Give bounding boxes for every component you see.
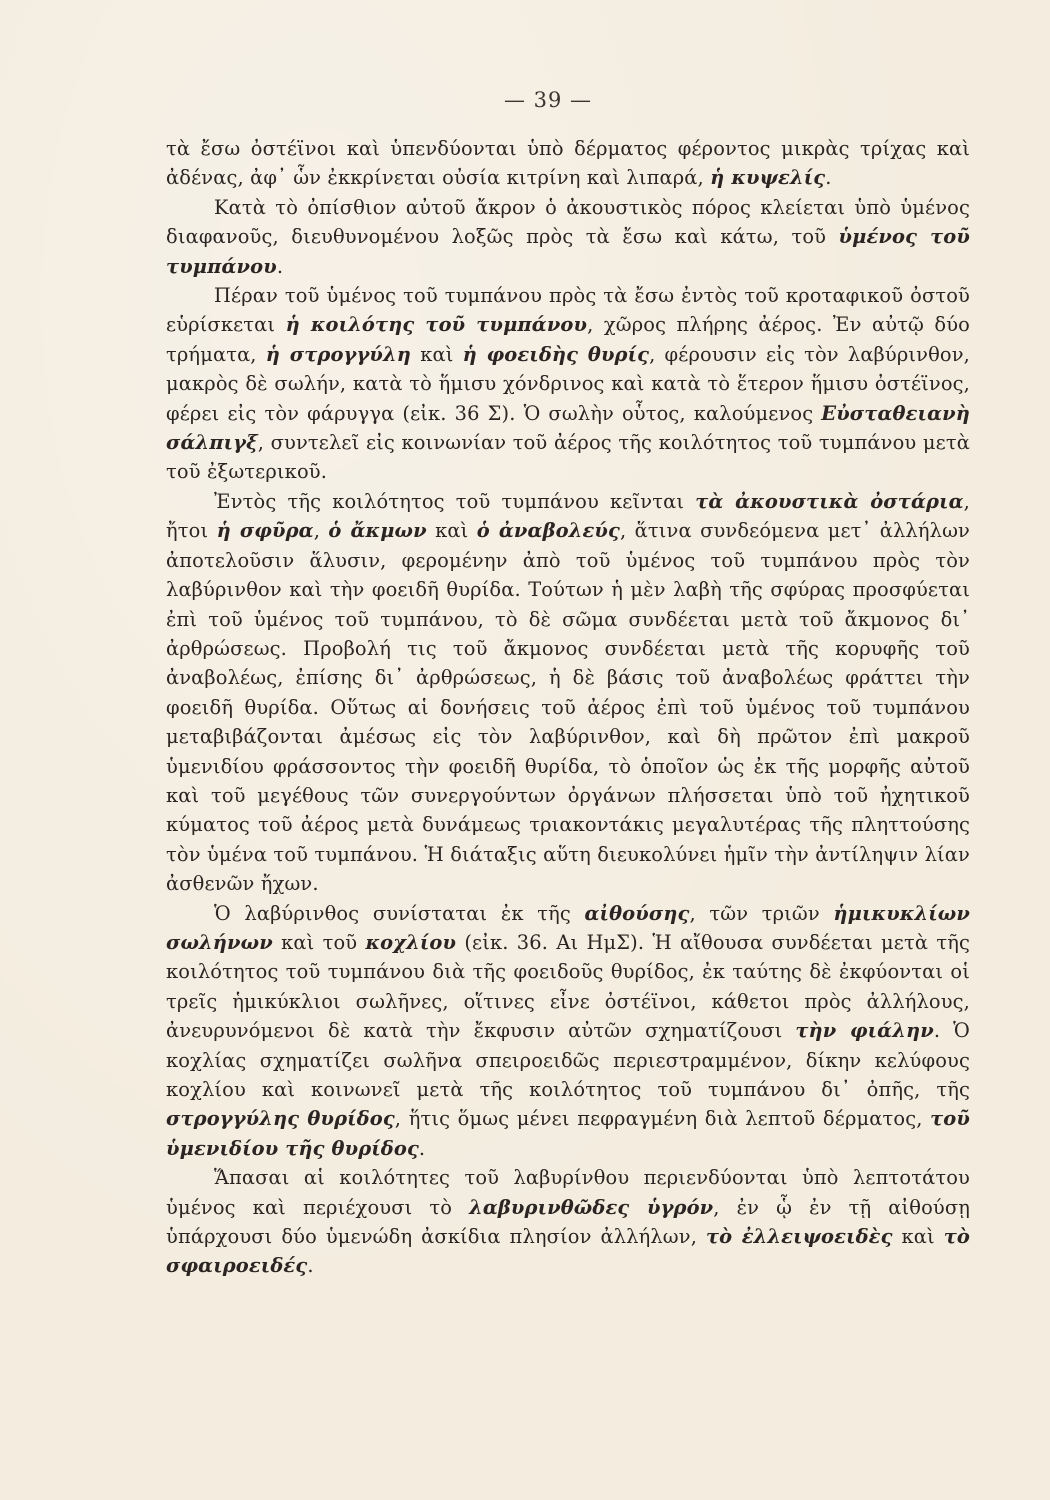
text-run: τὰ ἔσω ὀστέϊνοι καὶ ὑπενδύονται ὑπὸ δέρματος φέροντος μικρὰς τρίχας καὶ ἀδένας, ἀφ᾿ ὧν ἐκκρίνεται οὐσία κιτρίνη καὶ λιπαρά, [166,137,970,190]
paragraph [166,487,970,899]
emphasized-term: λαβυρινθῶδες ὑγρόν [469,1195,714,1219]
paragraph [166,281,970,487]
emphasized-term: στρογγύλης θυρίδος [166,1107,395,1131]
emphasized-term: ὁ ἀναβολεύς [476,519,620,543]
text-run: Πέραν τοῦ ὑμένος τοῦ τυμπάνου πρὸς τὰ ἔσω ἐντὸς τοῦ κροταφικοῦ ὀστοῦ εὑρίσκεται [166,284,970,337]
emphasized-term: ὁ ἄκμων [328,519,427,543]
text-run: (εἰκ. 36. Αι ΗμΣ). Ἡ αἴθουσα συνδέεται μετὰ τῆς κοιλότητος τοῦ τυμπάνου διὰ τῆς φοειδοῦς θυρίδος, ἐκ ταύτης δὲ ἐκφύονται οἱ τρεῖς ἡμικύκλιοι σωλῆνες, οἵτινες εἶνε ὀστέϊνοι, κάθετοι πρὸς ἀλλήλους, ἀνευρυνόμενοι δὲ κατὰ τὴν ἔκφυσιν αὐτῶν σχηματίζουσι [166,930,970,1043]
text-run: καὶ [426,519,477,543]
emphasized-term: αἰθούσης [584,901,690,925]
body-text [166,134,970,1281]
text-run: . [825,166,832,190]
emphasized-term: ἡ κοιλότης τοῦ τυμπάνου [285,313,588,337]
emphasized-term: τὸ σφαιροειδές [166,1225,970,1278]
text-run: Κατὰ τὸ ὀπίσθιον αὐτοῦ ἄκρον ὁ ἀκουστικὸς πόρος κλείεται ὑπὸ ὑμένος διαφανοῦς, διευθυνομένου λοξῶς πρὸς τὰ ἔσω καὶ κάτω, τοῦ [166,195,970,249]
text-run: , συντελεῖ εἰς κοινωνίαν τοῦ ἀέρος τῆς κοιλότητος τοῦ τυμπάνου μετὰ τοῦ ἐξωτερικοῦ. [166,431,970,484]
page-number: — 39 — [503,88,593,112]
paragraph [166,193,970,281]
text-run: , χῶρος πλήρης ἀέρος. Ἐν αὐτῷ δύο τρήματα, [166,313,970,366]
text-run: , τῶν τριῶν [689,901,834,925]
emphasized-term: τοῦ ὑμενιδίου τῆς θυρίδος [166,1107,970,1160]
text-run: καὶ τοῦ [272,930,366,954]
text-run: , ἤτοι [166,489,970,543]
text-run: , ἅτινα συνδεόμενα μετ᾿ ἀλλήλων ἀποτελοῦσιν ἅλυσιν, φερομένην ἀπὸ τοῦ ὑμένος τοῦ τυμπάνου πρὸς τὸν λαβύρινθον καὶ τὴν φοειδῆ θυρίδα. Τούτων ἡ μὲν λαβὴ τῆς σφύρας προσφύεται ἐπὶ τοῦ ὑμένος τοῦ τυμπάνου, τὸ δὲ σῶμα συνδέεται μετὰ τοῦ ἄκμονος δι᾿ ἀρθρώσεως. Προβολή τις τοῦ ἄκμονος συνδέεται μετὰ τῆς κορυφῆς τοῦ ἀναβολέως, ἐπίσης δι᾿ ἀρθρώσεως, ἡ δὲ βάσις τοῦ ἀναβολέως φράττει τὴν φοειδῆ θυρίδα. Οὕτως αἱ δονήσεις τοῦ ἀέρος ἐπὶ τοῦ ὑμένος τοῦ τυμπάνου μεταβιβάζονται ἀμέσως εἰς τὸν λαβύρινθον, καὶ δὴ πρῶτον ἐπὶ μακροῦ ὑμενιδίου φράσσοντος τὴν φοειδῆ θυρίδα, τὸ ὁποῖον ὡς ἐκ τῆς μορφῆς αὐτοῦ καὶ τοῦ μεγέθους τῶν συνεργούντων ὀργάνων πλήσσεται ὑπὸ τοῦ ἠχητικοῦ κύματος τοῦ ἀέρος μετὰ δυνάμεως τριακοντάκις μεγαλυτέρας τῆς πληττούσης τὸν ὑμένα τοῦ τυμπάνου. Ἡ διάταξις αὕτη διευκολύνει ἡμῖν τὴν ἀντίληψιν λίαν ἀσθενῶν ἤχων. [166,519,970,896]
paragraph [166,134,970,193]
text-run: , φέρουσιν εἰς τὸν λαβύρινθον, μακρὸς δὲ σωλήν, κατὰ τὸ ἥμισυ χόνδρινος καὶ κατὰ τὸ ἕτερον ἥμισυ ὀστέϊνος, φέρει εἰς τὸν φάρυγγα (εἰκ. 36 Σ). Ὁ σωλὴν οὗτος, καλούμενος [166,342,970,425]
emphasized-term: τὴν φιάλην [795,1019,934,1043]
paragraph [166,899,970,1164]
text-run: . [418,1136,426,1160]
paragraph [166,1163,970,1281]
text-run: . [276,254,284,278]
text-run: Ὁ λαβύρινθος συνίσταται ἐκ τῆς [214,901,585,925]
text-run: . [307,1254,314,1278]
emphasized-term: ἡ φοειδὴς θυρίς [462,342,650,366]
text-run: . Ὁ κοχλίας σχηματίζει σωλῆνα σπειροειδῶς περιεστραμμένον, δίκην κελύφους κοχλίου καὶ κοινωνεῖ μετὰ τῆς κοιλότητος τοῦ τυμπάνου δι᾿ ὀπῆς, τῆς [166,1019,970,1101]
emphasized-term: ἡ σφῦρα [216,519,314,543]
text-run: , ἐν ᾧ ἐν τῇ αἰθούσῃ ὑπάρχουσι δύο ὑμενώδη ἀσκίδια πλησίον ἀλλήλων, [166,1195,970,1249]
emphasized-term: κοχλίου [365,930,457,954]
emphasized-term: ὑμένος τοῦ τυμπάνου [166,225,970,278]
text-run: , ἥτις ὅμως μένει πεφραγμένη διὰ λεπτοῦ δέρματος, [394,1107,931,1131]
emphasized-term: τὰ ἀκουστικὰ ὀστάρια [695,489,964,513]
text-run: , [313,519,329,543]
emphasized-term: ἡ κυψελίς [710,166,826,190]
text-run: Ἅπασαι αἱ κοιλότητες τοῦ λαβυρίνθου περιενδύονται ὑπὸ λεπτοτάτου ὑμένος καὶ περιέχουσι τὸ [166,1166,970,1219]
emphasized-term: ἡμικυκλίων σωλήνων [166,901,970,954]
emphasized-term: ἡ στρογγύλη [265,342,412,366]
text-run: Ἐντὸς τῆς κοιλότητος τοῦ τυμπάνου κεῖνται [214,489,696,513]
emphasized-term: τὸ ἐλλειψοειδὲς [705,1225,893,1249]
text-run: καὶ [411,342,463,366]
emphasized-term: Εὐσταθειανὴ σάλπιγξ [166,401,970,455]
text-run: καὶ [892,1225,944,1249]
